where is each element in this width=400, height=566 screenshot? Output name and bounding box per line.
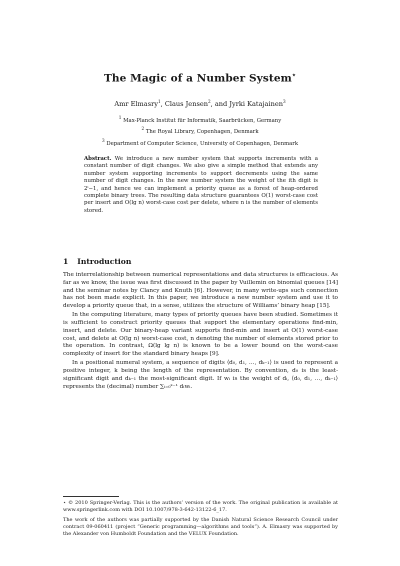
affiliations bbox=[0, 114, 400, 148]
title-footnote-mark: ⋆ bbox=[291, 71, 296, 79]
abstract-label: Abstract. bbox=[84, 156, 112, 162]
affiliation-1 bbox=[0, 114, 400, 125]
affiliation-3-text: Department of Computer Science, University of Copenhagen, Denmark bbox=[106, 140, 299, 147]
footnotes bbox=[63, 500, 338, 540]
affiliation-1-mark: 1 bbox=[118, 115, 122, 120]
author-separator-1: , bbox=[160, 100, 165, 109]
author-line bbox=[0, 99, 400, 108]
section-heading bbox=[63, 257, 131, 266]
affiliation-2-mark: 2 bbox=[141, 126, 145, 132]
affiliation-3-mark: 3 bbox=[101, 137, 105, 143]
body-text bbox=[63, 272, 338, 393]
abstract bbox=[84, 156, 318, 215]
author-3-affil: 3 bbox=[282, 99, 286, 104]
footnote-2: The work of the authors was partially supported by the Danish Natural Science Research Council under contract 09-060411 (project “Generic programming—algorithms and tools”). A. Elmasry was supported by the Alexander von Humboldt Foundation and the VELUX Foundation. bbox=[63, 516, 338, 537]
affiliation-2-text: The Royal Library, Copenhagen, Denmark bbox=[145, 129, 259, 136]
paragraph-1: The interrelationship between numerical representations and data structures is efficacious. As far as we know, the issue was first discussed in the paper by Vuillemin on binomial queues [14] and the seminar notes by Clancy and Knuth [6]. However, in many write-ups such connection has not been made explicit. In this paper, we introduce a new number system and use it to develop a priority queue that, in a sense, utilizes the structure of Williams’ binary heap [15]. bbox=[63, 272, 338, 310]
affiliation-3 bbox=[0, 137, 400, 148]
section-title: Introduction bbox=[77, 257, 132, 266]
author-3: Jyrki Katajainen bbox=[229, 100, 283, 109]
paragraph-3: In a positional numeral system, a sequence of digits ⟨d₀, d₁, …, dₖ₋₁⟩ is used to represent a positive integer, k being the length of the representation. By convention, d₀ is the least-significant digit and dₖ₋₁ the most-significant digit. If wᵢ is the weight of dᵢ, ⟨d₀, d₁, …, dₖ₋₁⟩ represents the (decimal) number ∑ᵢ₌₀ᵏ⁻¹ dᵢwᵢ. bbox=[63, 360, 338, 390]
paragraph-2: In the computing literature, many types of priority queues have been studied. Sometimes it is sufficient to construct priority queues that support the elementary operations find-min, insert, and delete. Our binary-heap variant supports find-min and insert at O(1) worst-case cost, and delete at O(lg n) worst-case cost, n denoting the number of elements stored prior to the operation. In contrast, Ω(lg lg n) is known to be a lower bound on the worst-case complexity of insert for the standard binary heaps [9]. bbox=[63, 312, 338, 358]
footnote-1: ⋆ © 2010 Springer-Verlag. This is the authors’ version of the work. The original publication is available at www.springerlink.com with DOI 10.1007/978-3-642-13122-6_17. bbox=[63, 500, 338, 513]
author-separator-2: , and bbox=[210, 100, 230, 109]
author-1-affil: 1 bbox=[157, 99, 161, 104]
affiliation-1-text: Max-Planck Institut für Informatik, Saarbrücken, Germany bbox=[123, 117, 282, 124]
paper-title bbox=[0, 71, 400, 85]
author-2: Claus Jensen bbox=[164, 100, 208, 109]
author-2-affil: 2 bbox=[207, 99, 211, 104]
abstract-text: We introduce a new number system that supports increments with a constant number of digit changes. We also give a simple method that extends any number system supporting increments to support decrements using the same number of digit changes. In the new number system the weight of the ith digit is 2ⁱ−1, and hence we can implement a priority queue as a forest of heap-ordered complete binary trees. The resulting data structure guarantees O(1) worst-case cost per insert and O(lg n) worst-case cost per delete, where n is the number of elements stored. bbox=[84, 156, 319, 214]
section-number: 1 bbox=[63, 257, 69, 266]
author-1: Amr Elmasry bbox=[114, 100, 158, 109]
title-text: The Magic of a Number System bbox=[104, 72, 292, 85]
footnote-rule bbox=[63, 496, 119, 497]
affiliation-2 bbox=[0, 125, 400, 136]
